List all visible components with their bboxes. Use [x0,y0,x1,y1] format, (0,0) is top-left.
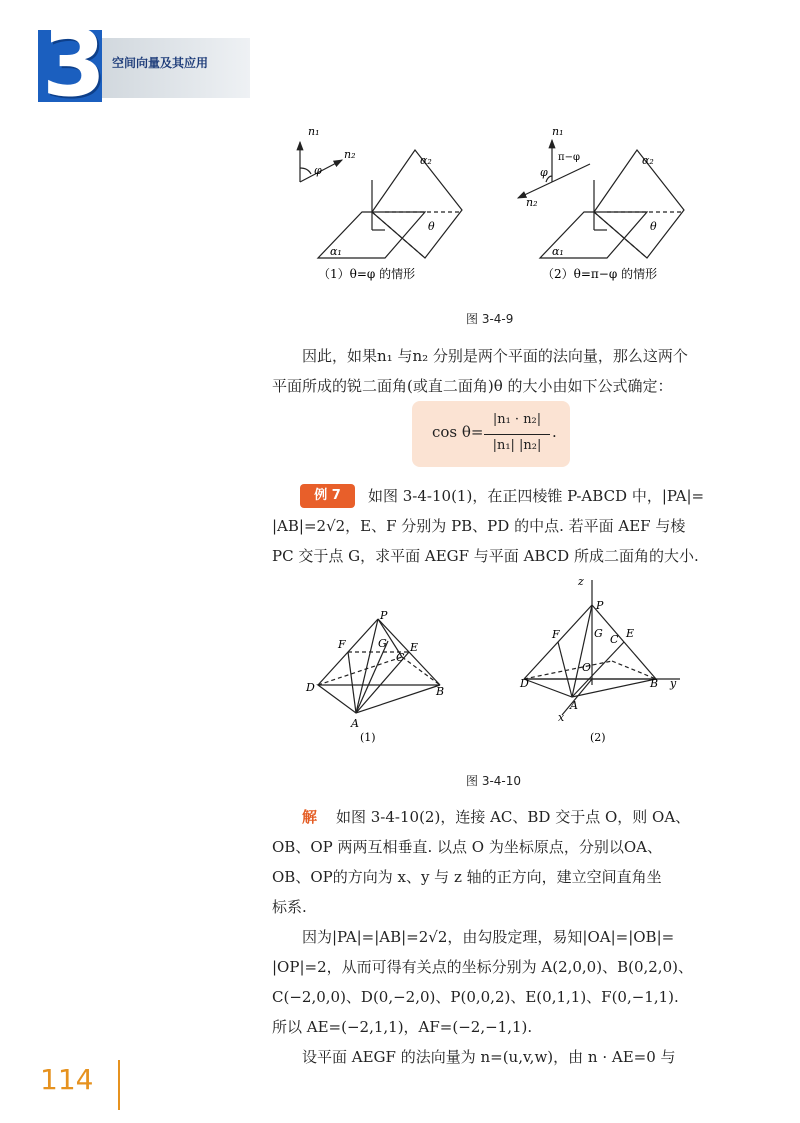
solution-line-7: C(−2,0,0)、D(0,−2,0)、P(0,0,2)、E(0,1,1)、F(0,−1,1). [272,988,679,1006]
label-D-1: D [306,681,315,694]
formula-numerator: |n₁ · n₂| [492,412,542,427]
label-O-2: O [582,661,592,674]
paragraph-line-2: 平面所成的锐二面角(或直二面角)θ 的大小由如下公式确定： [272,377,673,395]
label-G-2: G [594,627,603,640]
example-line-1: 如图 3-4-10(1)，在正四棱锥 P-ABCD 中，|PA|= [368,487,705,505]
label-alpha2: α₂ [420,154,432,167]
solution-line-8: 所以 AE=(−2,1,1)，AF=(−2,−1,1). [272,1018,533,1036]
label-A-1: A [351,717,359,730]
label-C-2: C [610,633,619,646]
label-D-2: D [520,677,529,690]
sub-label-1: (1) [360,731,376,744]
label-phi-case2: φ [540,166,548,179]
chapter-number: 3 [42,10,105,117]
label-z-axis: z [578,575,584,588]
label-E-2: E [626,627,635,640]
figure-caption-3-4-10: 图 3-4-10 [466,774,522,788]
label-E-1: E [410,641,419,654]
label-n1: n₁ [308,125,320,138]
caption-case-2: （2）θ=π−φ 的情形 [542,267,658,281]
solution-line-4: 标系. [272,898,307,916]
fraction-bar [484,434,550,435]
figure-3-4-10-diagrams [300,575,690,750]
solution-line-2: OB、OP 两两互相垂直. 以点 O 为坐标原点，分别以OA、 [272,838,662,856]
label-n2: n₂ [344,148,356,161]
figure-caption-3-4-9: 图 3-4-9 [466,312,514,326]
solution-line-3: OB、OP的方向为 x、y 与 z 轴的正方向，建立空间直角坐 [272,868,662,886]
label-pi-minus-phi: π−φ [558,152,580,163]
figure-3-4-9-diagrams [290,120,690,295]
label-n1-case2: n₁ [552,125,564,138]
chapter-title: 空间向量及其应用 [112,56,209,70]
label-G-1: G [378,637,387,650]
example-tag: 例 7 [300,484,355,508]
diagram-case-1 [300,142,462,258]
solution-line-6: |OP|=2，从而可得有关点的坐标分别为 A(2,0,0)、B(0,2,0)、 [272,958,693,976]
diagram-case-2 [518,140,684,258]
label-F-1: F [338,638,346,651]
page-number-rule [118,1060,120,1110]
paragraph-line-1: 因此，如果n₁ 与n₂ 分别是两个平面的法向量，那么这两个 [302,347,688,365]
sub-label-2: (2) [590,731,606,744]
pyramid-1 [318,619,440,713]
solution-line-1: 如图 3-4-10(2)，连接 AC、BD 交于点 O，则 OA、 [336,808,691,826]
example-line-3: PC 交于点 G，求平面 AEGF 与平面 ABCD 所成二面角的大小. [272,547,699,565]
label-P-2: P [596,599,604,612]
label-phi: φ [314,164,322,177]
solution-tag: 解 [302,808,318,826]
label-x-axis: x [558,711,565,724]
label-B-1: B [436,685,445,698]
example-line-2: |AB|=2√2，E、F 分别为 PB、PD 的中点. 若平面 AEF 与棱 [272,517,686,535]
solution-line-5: 因为|PA|=|AB|=2√2，由勾股定理，易知|OA|=|OB|= [302,928,675,946]
label-B-2: B [650,677,659,690]
page-number: 114 [40,1063,94,1096]
caption-case-1: （1）θ=φ 的情形 [318,267,416,281]
label-theta-case2: θ [650,220,657,233]
label-alpha2-case2: α₂ [642,154,654,167]
label-P-1: P [380,609,388,622]
label-F-2: F [552,628,560,641]
label-A-2: A [570,699,578,712]
solution-line-9: 设平面 AEGF 的法向量为 n=(u,v,w)，由 n · AE=0 与 [302,1048,676,1066]
formula-lhs: cos θ= [432,423,484,441]
label-theta: θ [428,220,435,233]
label-y-axis: y [670,677,677,690]
label-C-1: C [396,651,405,664]
label-alpha1: α₁ [330,245,342,258]
label-alpha1-case2: α₁ [552,245,564,258]
formula-period: . [552,423,557,441]
formula-denominator: |n₁| |n₂| [492,438,542,453]
label-n2-case2: n₂ [526,196,538,209]
